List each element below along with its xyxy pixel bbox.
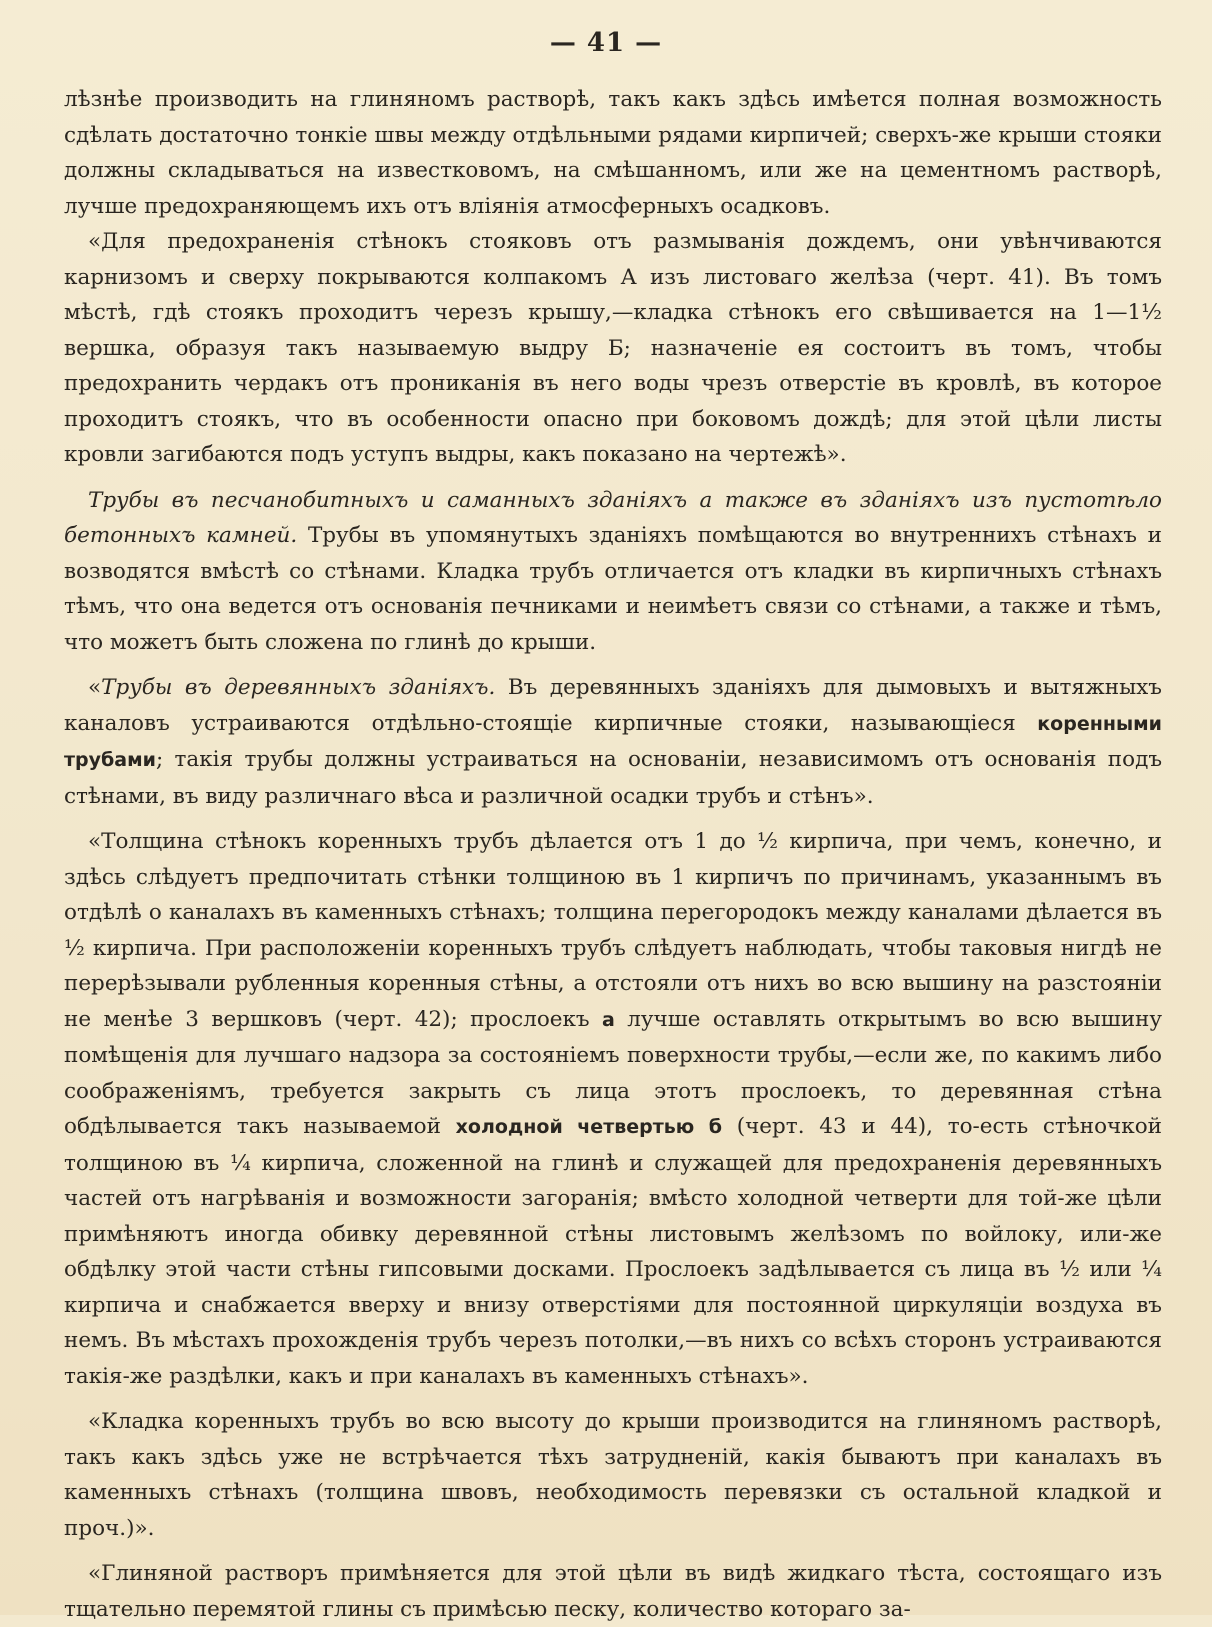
term-root-pipes: коренными трубами	[64, 712, 1162, 771]
section-heading-sand-buildings: Трубы въ песчанобитныхъ и саманныхъ зданіяхъ а также въ зданіяхъ изъ пустотѣло бетонныхъ камней.	[64, 487, 1162, 548]
paragraph-4	[64, 670, 1162, 814]
paragraph-7: «Глиняной растворъ примѣняется для этой цѣли въ видѣ жидкаго тѣста, состоящаго изъ тщательно перемятой глины съ примѣсью песку, количество котораго за-	[64, 1561, 1162, 1622]
term-cold-quarter: холодной четвертью б	[455, 1116, 722, 1138]
paragraph-2: «Для предохраненія стѣнокъ стояковъ отъ размыванія дождемъ, они увѣнчиваются карнизомъ и сверху покрываются колпакомъ А изъ листоваго желѣза (черт. 41). Въ томъ мѣстѣ, гдѣ стоякъ проходитъ черезъ крышу,—кладка стѣнокъ его свѣшивается на 1—1½ вершка, образуя такъ называемую выдру Б; назначеніе ея состоитъ въ томъ, чтобы предохранить чердакъ отъ проникaнія въ него воды чрезъ отверстіе въ кровлѣ, въ которое проходитъ стоякъ, что въ особенности опасно при боковомъ дождѣ; для этой цѣли листы кровли загибаются подъ уступъ выдры, какъ показано на чертежѣ».	[64, 229, 1162, 467]
paragraph-3-text: Трубы въ упомянутыхъ зданіяхъ помѣщаются во внутреннихъ стѣнахъ и возводятся вмѣстѣ со стѣнами. Кладка трубъ отличается отъ кладки въ кирпичныхъ стѣнахъ тѣмъ, что она ведется отъ основанія печниками и неимѣетъ связи со стѣнами, а также и тѣмъ, что можетъ быть сложена по глинѣ до крыши.	[64, 523, 1163, 655]
paragraph-5-text-2: лучше оставлять открытымъ во всю вышину помѣщенія для лучшаго надзора за состояніемъ поверхности трубы,—если же, по какимъ либо соображеніямъ, требуется закрыть съ лица этотъ прослоекъ, то деревянная стѣна обдѣлывается такъ называемой	[64, 1006, 1163, 1139]
paragraph-5-text-1: «Толщина стѣнокъ коренныхъ трубъ дѣлается отъ 1 до ½ кирпича, при чемъ, конечно, и здѣсь слѣдуетъ предпочитать стѣнки толщиною въ 1 кирпичъ по причинамъ, указаннымъ въ отдѣлѣ о каналахъ въ каменныхъ стѣнахъ; толщина перегородокъ между каналами дѣлается въ ½ кирпича. При расположеніи коренныхъ трубъ слѣдуетъ наблюдать, чтобы таковыя нигдѣ не перерѣзывали рубленныя коренныя стѣны, а отстояли отъ нихъ во всю вышину на разстояніи не менѣе 3 вершковъ (черт. 42); прослоекъ	[64, 829, 1162, 1032]
body-text	[64, 82, 1162, 1627]
quote-open: «	[88, 675, 102, 700]
paragraph-3	[64, 483, 1162, 661]
paragraph-6: «Кладка коренныхъ трубъ во всю высоту до крыши производится на глиняномъ растворѣ, такъ какъ здѣсь уже не встрѣчается тѣхъ затрудненій, какія бываютъ при каналахъ въ каменныхъ стѣнахъ (толщина швовъ, необходимость перевязки съ остальной кладкой и проч.)».	[64, 1409, 1162, 1541]
page-number: — 41 —	[549, 28, 663, 58]
section-heading-wooden-buildings: Трубы въ деревянныхъ зданіяхъ.	[101, 675, 496, 700]
paragraph-4-text-1: Въ деревянныхъ зданіяхъ для дымовыхъ и вытяжныхъ каналовъ устраиваются отдѣльно-стоящіе кирпичные стояки, называющіеся	[64, 675, 1162, 736]
paragraph-5-text-3: (черт. 43 и 44), то-есть стѣночкой толщиною въ ¼ кирпича, сложенной на глинѣ и служащей для предохраненія деревянныхъ частей отъ нагрѣванія и возможности загоранія; вмѣсто холодной четверти для той-же цѣли примѣняютъ иногда обивку деревянной стѣны листовымъ желѣзомъ по войлоку, или-же обдѣлку этой части стѣны гипсовыми досками. Прослоекъ задѣлывается съ лица въ ½ или ¼ кирпича и снабжается вверху и внизу отверстіями для постоянной циркуляціи воздуха въ немъ. Въ мѣстахъ прохожденія трубъ черезъ потолки,—въ нихъ со всѣхъ сторонъ устраиваются такія-же раздѣлки, какъ и при каналахъ въ каменныхъ стѣнахъ».	[64, 1114, 1162, 1389]
paragraph-4-text-2: ; такія трубы должны устраиваться на основаніи, независимомъ отъ основанія подъ стѣнами, въ виду различнаго вѣса и различной осадки трубъ и стѣнъ».	[64, 747, 1162, 809]
paragraph-1: лѣзнѣе производить на глиняномъ растворѣ, такъ какъ здѣсь имѣется полная возможность сдѣлать достаточно тонкіе швы между отдѣльными рядами кирпичей; сверхъ-же крыши стояки должны складываться на известковомъ, на смѣшанномъ, или же на цементномъ растворѣ, лучше предохраняющемъ ихъ отъ вліянія атмосферныхъ осадковъ.	[64, 87, 1162, 219]
label-a: а	[602, 1008, 615, 1031]
paragraph-5	[64, 824, 1162, 1394]
